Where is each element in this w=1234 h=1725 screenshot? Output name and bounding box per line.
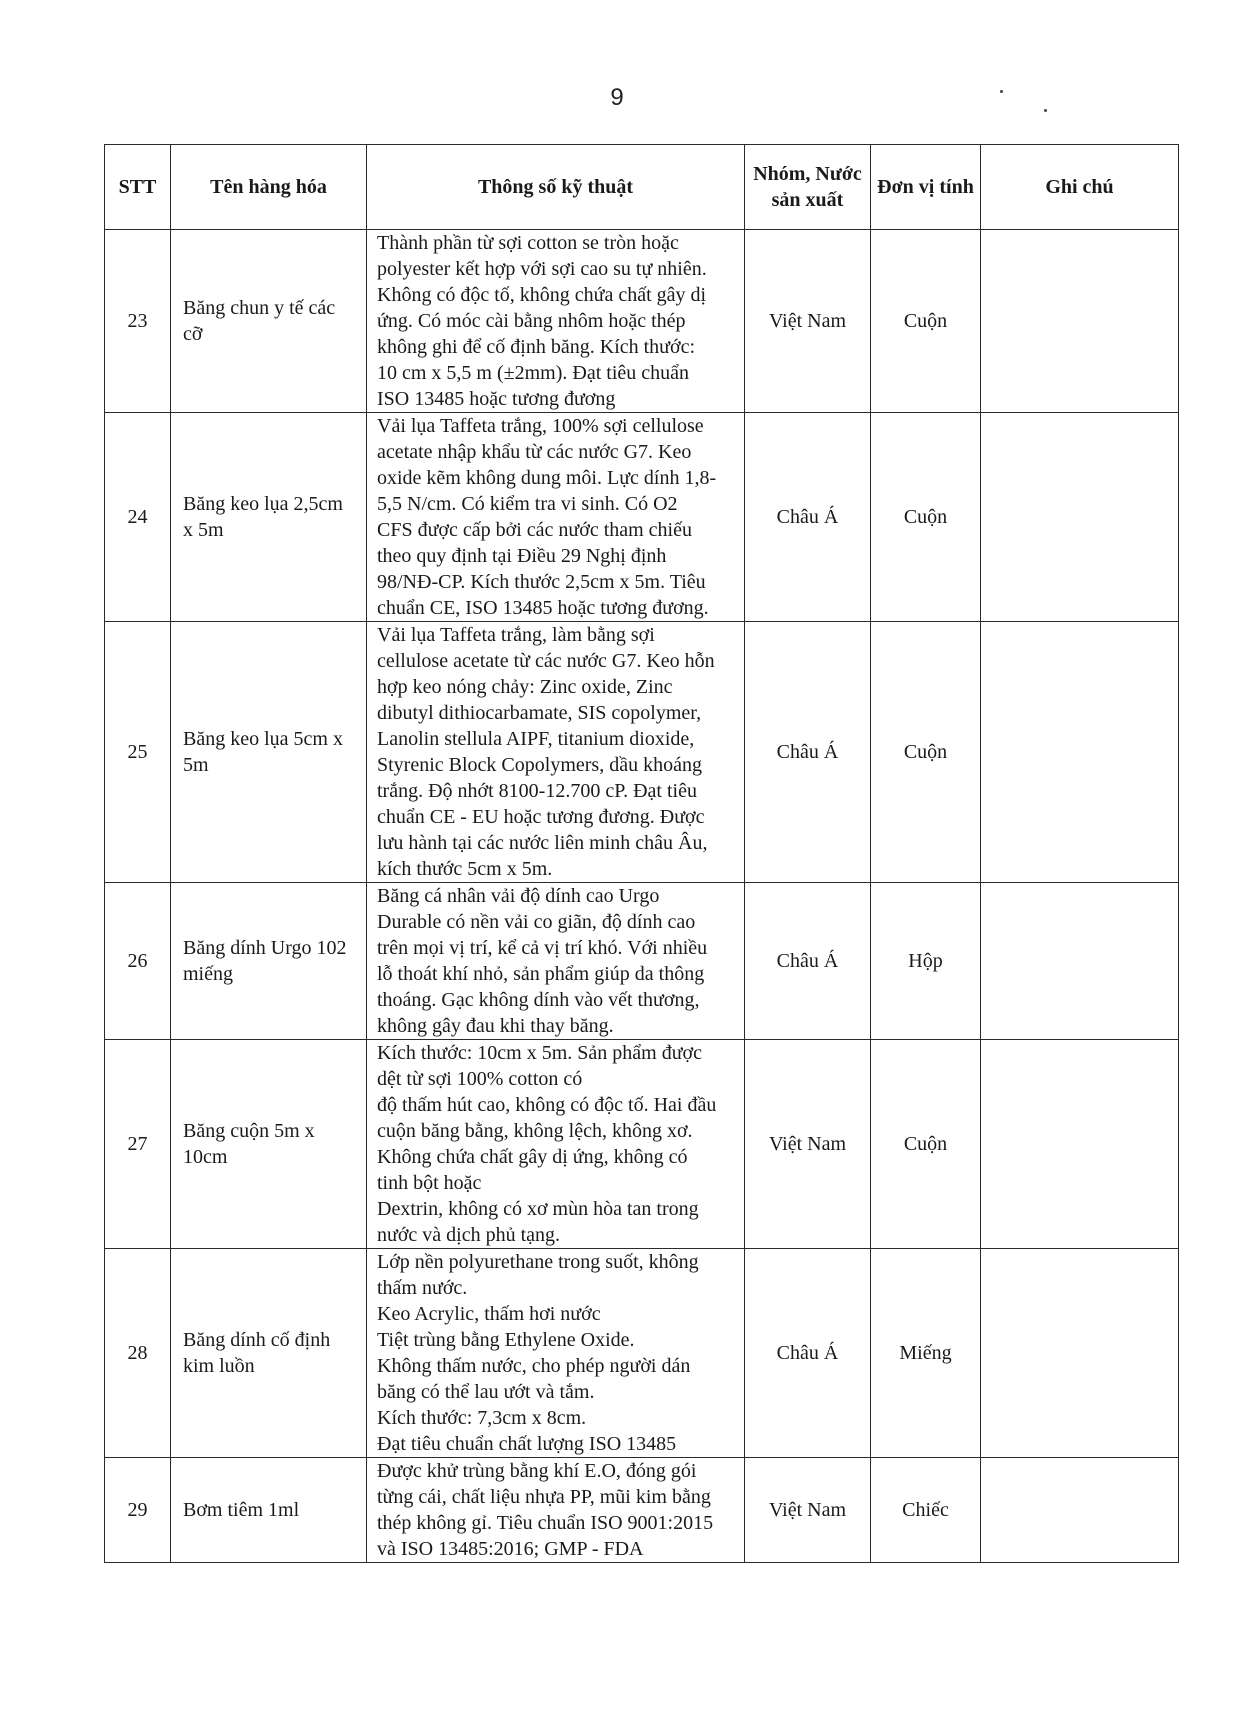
cell-stt: 26 (105, 883, 171, 1040)
header-origin: Nhóm, Nước sản xuất (745, 145, 871, 230)
spec-line: 98/NĐ-CP. Kích thước 2,5cm x 5m. Tiêu (377, 571, 706, 593)
cell-unit: Cuộn (871, 413, 981, 622)
cell-name: Băng cuộn 5m x 10cm (171, 1040, 367, 1249)
cell-origin: Việt Nam (745, 1040, 871, 1249)
spec-line: ISO 13485 hoặc tương đương (377, 388, 616, 410)
spec-line: Kích thước: 7,3cm x 8cm. (377, 1407, 587, 1429)
table-header-row (105, 145, 1179, 230)
cell-name: Băng keo lụa 5cm x 5m (171, 622, 367, 883)
cell-note (981, 230, 1179, 413)
spec-line: Không có độc tố, không chứa chất gây dị (377, 284, 707, 306)
spec-line: tinh bột hoặc (377, 1172, 482, 1194)
spec-line: 5,5 N/cm. Có kiểm tra vi sinh. Có O2 (377, 493, 678, 515)
cell-name: Bơm tiêm 1ml (171, 1458, 367, 1563)
table-row (105, 622, 1179, 883)
header-stt: STT (105, 145, 171, 230)
cell-unit: Chiếc (871, 1458, 981, 1563)
table-row (105, 1458, 1179, 1563)
spec-line: thấm nước. (377, 1277, 468, 1299)
spec-line: Lanolin stellula AIPF, titanium dioxide, (377, 728, 695, 750)
cell-spec (367, 413, 745, 622)
cell-spec (367, 1249, 745, 1458)
cell-note (981, 622, 1179, 883)
spec-line: cellulose acetate từ các nước G7. Keo hỗn (377, 650, 715, 672)
spec-line: Keo Acrylic, thấm hơi nước (377, 1303, 601, 1325)
cell-stt: 29 (105, 1458, 171, 1563)
cell-stt: 23 (105, 230, 171, 413)
table-row (105, 883, 1179, 1040)
cell-origin: Châu Á (745, 883, 871, 1040)
cell-origin: Châu Á (745, 1249, 871, 1458)
cell-unit: Hộp (871, 883, 981, 1040)
header-name: Tên hàng hóa (171, 145, 367, 230)
table-row (105, 1249, 1179, 1458)
cell-note (981, 883, 1179, 1040)
cell-note (981, 1249, 1179, 1458)
spec-line: Đạt tiêu chuẩn chất lượng ISO 13485 (377, 1433, 677, 1455)
spec-line: Không thấm nước, cho phép người dán (377, 1355, 691, 1377)
scan-speck (1044, 109, 1047, 112)
cell-stt: 28 (105, 1249, 171, 1458)
cell-unit: Miếng (871, 1249, 981, 1458)
page-number: 9 (610, 84, 624, 111)
cell-spec (367, 622, 745, 883)
spec-line: hợp keo nóng chảy: Zinc oxide, Zinc (377, 676, 673, 698)
cell-note (981, 1040, 1179, 1249)
cell-origin: Việt Nam (745, 1458, 871, 1563)
cell-name: Băng dính cố định kim luồn (171, 1249, 367, 1458)
spec-line: lỗ thoát khí nhỏ, sản phẩm giúp da thông (377, 963, 705, 985)
spec-line: Durable có nền vải co giãn, độ dính cao (377, 911, 696, 933)
spec-line: không gây đau khi thay băng. (377, 1015, 614, 1037)
cell-origin: Châu Á (745, 413, 871, 622)
spec-line: Kích thước: 10cm x 5m. Sản phẩm được (377, 1042, 702, 1064)
cell-unit: Cuộn (871, 230, 981, 413)
spec-line: cuộn băng bằng, không lệch, không xơ. (377, 1120, 693, 1142)
cell-unit: Cuộn (871, 622, 981, 883)
spec-line: trên mọi vị trí, kể cả vị trí khó. Với nhiều (377, 937, 708, 959)
spec-line: trắng. Độ nhớt 8100-12.700 cP. Đạt tiêu (377, 780, 697, 802)
cell-name: Băng chun y tế các cỡ (171, 230, 367, 413)
cell-note (981, 413, 1179, 622)
spec-line: 10 cm x 5,5 m (±2mm). Đạt tiêu chuẩn (377, 362, 690, 384)
cell-spec (367, 1458, 745, 1563)
spec-line: acetate nhập khẩu từ các nước G7. Keo (377, 441, 692, 463)
goods-table (104, 144, 1179, 1563)
header-spec: Thông số kỹ thuật (367, 145, 745, 230)
spec-line: từng cái, chất liệu nhựa PP, mũi kim bằng (377, 1486, 711, 1508)
spec-line: Thành phần từ sợi cotton se tròn hoặc (377, 232, 679, 254)
spec-line: dệt từ sợi 100% cotton có (377, 1068, 583, 1090)
spec-line: Tiệt trùng bằng Ethylene Oxide. (377, 1329, 635, 1351)
spec-line: Dextrin, không có xơ mùn hòa tan trong (377, 1198, 699, 1220)
table-row (105, 1040, 1179, 1249)
cell-spec (367, 883, 745, 1040)
spec-line: chuẩn CE, ISO 13485 hoặc tương đương. (377, 597, 709, 619)
cell-stt: 27 (105, 1040, 171, 1249)
spec-line: polyester kết hợp với sợi cao su tự nhiên. (377, 258, 707, 280)
cell-spec (367, 230, 745, 413)
cell-origin: Việt Nam (745, 230, 871, 413)
cell-stt: 24 (105, 413, 171, 622)
scan-speck (1000, 90, 1003, 93)
spec-line: lưu hành tại các nước liên minh châu Âu, (377, 832, 708, 854)
cell-name: Băng keo lụa 2,5cm x 5m (171, 413, 367, 622)
cell-spec (367, 1040, 745, 1249)
spec-line: chuẩn CE - EU hoặc tương đương. Được (377, 806, 705, 828)
spec-line: ứng. Có móc cài bằng nhôm hoặc thép (377, 310, 686, 332)
spec-line: Lớp nền polyurethane trong suốt, không (377, 1251, 699, 1273)
table-row (105, 230, 1179, 413)
spec-line: băng có thể lau ướt và tắm. (377, 1381, 595, 1403)
spec-line: oxide kẽm không dung môi. Lực dính 1,8- (377, 467, 717, 489)
spec-line: thoáng. Gạc không dính vào vết thương, (377, 989, 700, 1011)
table-row (105, 413, 1179, 622)
cell-stt: 25 (105, 622, 171, 883)
spec-line: Không chứa chất gây dị ứng, không có (377, 1146, 688, 1168)
header-note: Ghi chú (981, 145, 1179, 230)
spec-line: Vải lụa Taffeta trắng, 100% sợi cellulose (377, 415, 704, 437)
spec-line: không ghi để cố định băng. Kích thước: (377, 336, 696, 358)
spec-line: Băng cá nhân vải độ dính cao Urgo (377, 885, 660, 907)
spec-line: thép không gỉ. Tiêu chuẩn ISO 9001:2015 (377, 1512, 714, 1534)
spec-line: Vải lụa Taffeta trắng, làm bằng sợi (377, 624, 655, 646)
cell-note (981, 1458, 1179, 1563)
cell-name: Băng dính Urgo 102 miếng (171, 883, 367, 1040)
spec-line: theo quy định tại Điều 29 Nghị định (377, 545, 667, 567)
spec-line: dibutyl dithiocarbamate, SIS copolymer, (377, 702, 702, 724)
spec-line: Được khử trùng bằng khí E.O, đóng gói (377, 1460, 697, 1482)
cell-origin: Châu Á (745, 622, 871, 883)
spec-line: độ thấm hút cao, không có độc tố. Hai đầu (377, 1094, 717, 1116)
spec-line: Styrenic Block Copolymers, dầu khoáng (377, 754, 702, 776)
header-unit: Đơn vị tính (871, 145, 981, 230)
spec-line: CFS được cấp bởi các nước tham chiếu (377, 519, 692, 541)
spec-line: kích thước 5cm x 5m. (377, 858, 553, 880)
spec-line: nước và dịch phủ tạng. (377, 1224, 561, 1246)
spec-line: và ISO 13485:2016; GMP - FDA (377, 1538, 644, 1560)
cell-unit: Cuộn (871, 1040, 981, 1249)
